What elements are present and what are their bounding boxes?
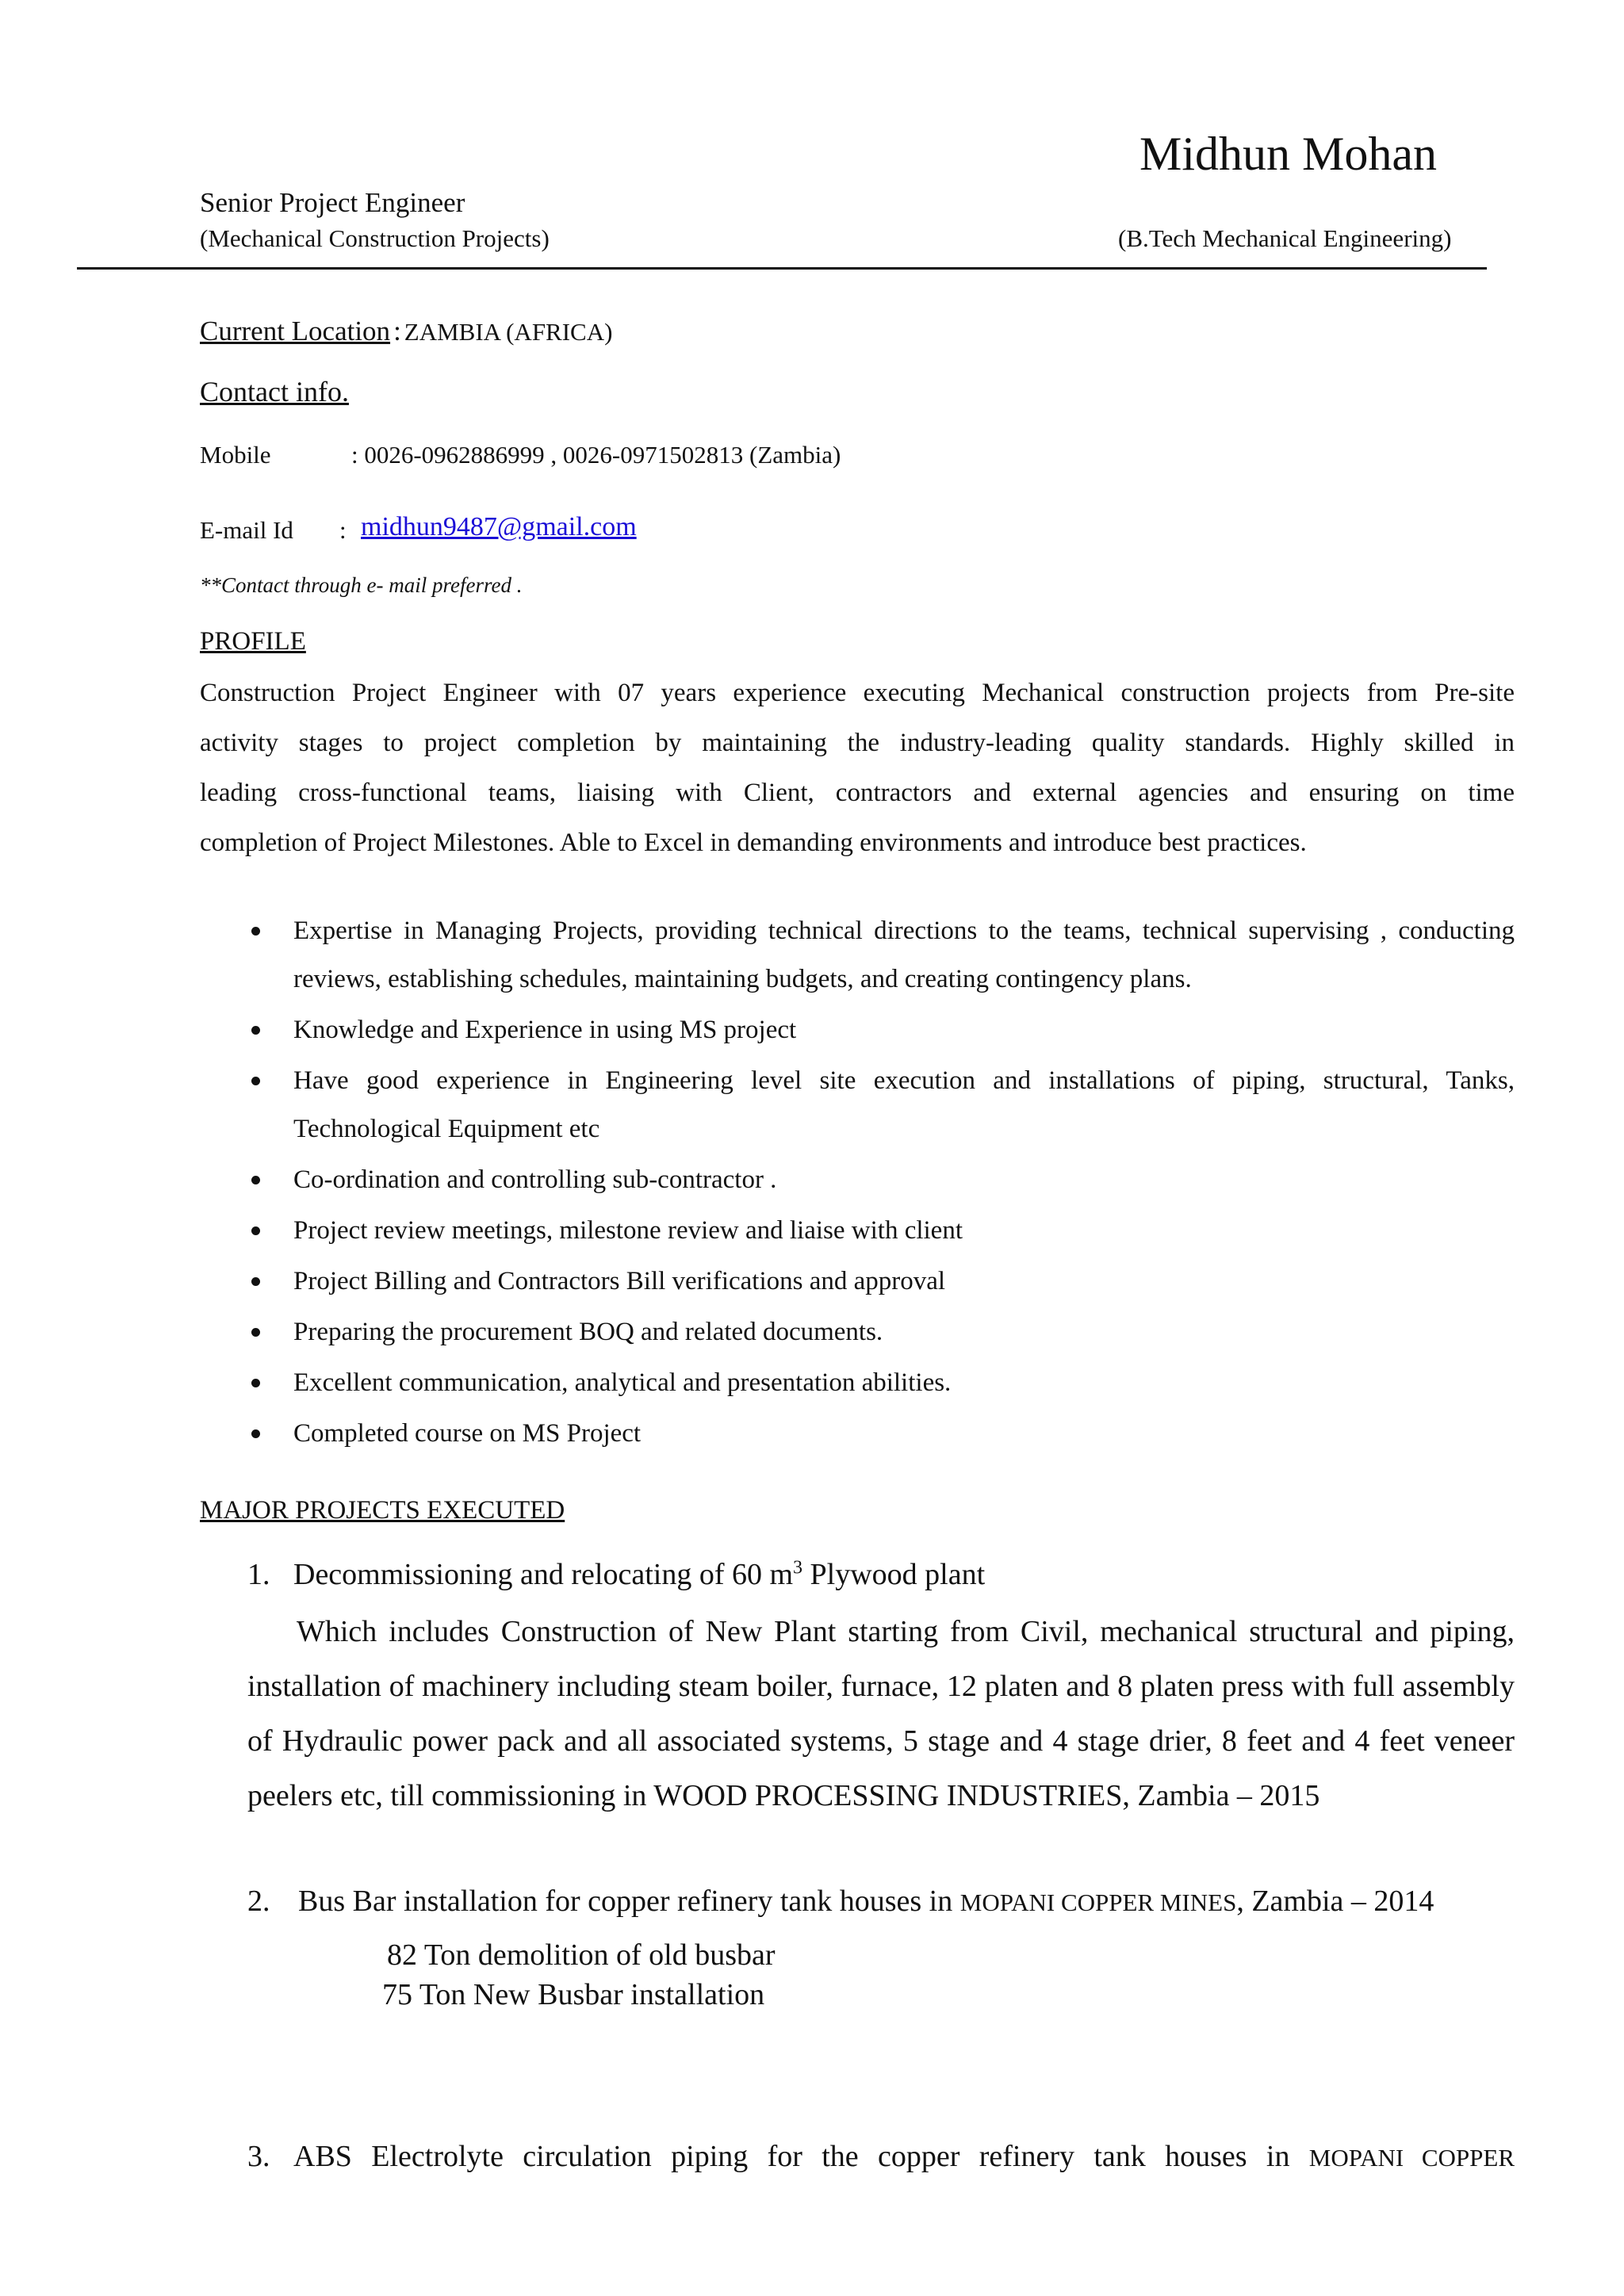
skills-list [200, 907, 1515, 1460]
bullet-icon [251, 1379, 260, 1387]
skill-item: Co-ordination and controlling sub-contractor . [200, 1156, 1515, 1204]
location-label: Current Location [200, 316, 391, 346]
profile-line: leading cross-functional teams, liaising with Client, contractors and external agencies and ensuring on time [200, 779, 1515, 807]
bullet-icon [251, 1026, 260, 1035]
profile-line: activity stages to project completion by maintaining the industry-leading quality standards. Highly skilled in [200, 729, 1515, 757]
mobile-value: : 0026-0962886999 , 0026-0971502813 (Zambia) [351, 441, 841, 469]
skill-item: Knowledge and Experience in using MS project [200, 1006, 1515, 1054]
project-1-title: Decommissioning and relocating of 60 $m^3$ Plywood plant [293, 1557, 986, 1591]
project-2-number: 2. [247, 1885, 270, 1918]
degree: (B.Tech Mechanical Engineering) [1118, 224, 1452, 252]
header-divider [77, 267, 1487, 270]
current-location [200, 316, 612, 347]
skill-item: Have good experience in Engineering level site execution and installations of piping, structural, Tanks, Technological Equipment etc [200, 1057, 1515, 1154]
profile-heading: PROFILE [200, 627, 306, 656]
skill-item: Preparing the procurement BOQ and related documents. [200, 1308, 1515, 1357]
job-title: Senior Project Engineer [200, 187, 465, 218]
contact-heading: Contact info. [200, 376, 349, 408]
email-label: E-mail Id [200, 516, 293, 544]
project-1-description: Which includes Construction of New Plant starting from Civil, mechanical structural and piping, installation of machinery including steam boiler, furnace, 12 platen and 8 platen press with full assembly of Hydraulic power pack and all associated systems, 5 stage and 4 stage drier, 8 feet and 4 feet veneer peelers etc, till commissioning in WOOD PROCESSING INDUSTRIES, Zambia – 2015 [247, 1615, 1515, 1812]
candidate-name: Midhun Mohan [1139, 128, 1437, 180]
profile-line: Construction Project Engineer with 07 years experience executing Mechanical construction projects from Pre-site [200, 679, 1515, 707]
project-3-title: ABS Electrolyte circulation piping for the copper refinery tank houses in MOPANI COPPER [293, 2140, 1515, 2173]
skill-item: Project Billing and Contractors Bill verifications and approval [200, 1257, 1515, 1306]
project-1-number: 1. [247, 1558, 270, 1591]
bullet-icon [251, 1176, 260, 1184]
bullet-icon [251, 1328, 260, 1337]
bullet-icon [251, 927, 260, 936]
location-separator: : [393, 316, 401, 346]
email-link[interactable]: midhun9487@gmail.com [361, 512, 637, 541]
contact-note: **Contact through e- mail preferred . [200, 573, 523, 597]
skill-item: Expertise in Managing Projects, providing technical directions to the teams, technical supervising , conducting reviews, establishing schedules, maintaining budgets, and creating contingency plans. [200, 907, 1515, 1004]
email-separator: : [339, 516, 347, 544]
bullet-icon [251, 1277, 260, 1286]
location-value: ZAMBIA (AFRICA) [404, 318, 613, 346]
bullet-icon [251, 1077, 260, 1085]
mobile-label: Mobile [200, 441, 271, 469]
job-subtitle: (Mechanical Construction Projects) [200, 224, 550, 252]
bullet-icon [251, 1226, 260, 1235]
profile-summary [200, 668, 1515, 868]
skill-item: Project review meetings, milestone review and liaise with client [200, 1207, 1515, 1255]
skill-item: Excellent communication, analytical and presentation abilities. [200, 1359, 1515, 1407]
bullet-icon [251, 1429, 260, 1438]
skill-item: Completed course on MS Project [200, 1410, 1515, 1458]
project-2-title: Bus Bar installation for copper refinery tank houses in MOPANI COPPER MINES, Zambia – 2014 [298, 1885, 1434, 1918]
project-2-detail: 75 Ton New Busbar installation [382, 1978, 765, 2011]
project-3-number: 3. [247, 2140, 270, 2173]
projects-heading: MAJOR PROJECTS EXECUTED [200, 1496, 565, 1525]
project-2-detail: 82 Ton demolition of old busbar [387, 1938, 776, 1972]
profile-line: completion of Project Milestones. Able to Excel in demanding environments and introduce best practices. [200, 828, 1307, 857]
